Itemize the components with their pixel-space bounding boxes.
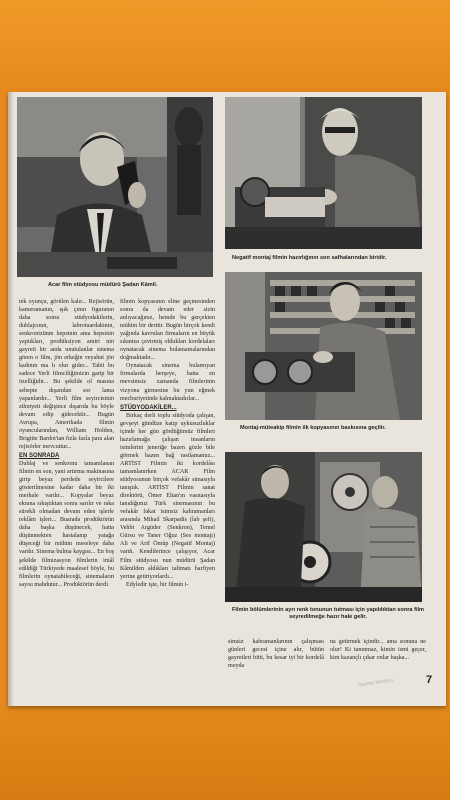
col1-body-paragraph: Dublaj ve senkronu tamamlanan filmin en son, yani artırma makinasına girip beyaz perdede seyircilere gösterilmesine kadar daha bir iki merhale vardır... Kopyalar beyaz ekrana sıkıştıktan sonra sarılır ve raka sürekli olmadan devam eden işlerle reklâm işleri... Buarada prodüktörün daha başka düşünecek, hatta düşünmekten hastalanıp yatağa düşeceği bir mühim meseleye daha vardır. Sinema bulma kaygısı... En boş şekilde filmizasyon filmlerin imâl edildiği Türkiyede maalesef böyle, bu filmlerin oynatabileceği, sinemaların sayısı mahdutur... Prodüktörün derdi (19, 460, 114, 588)
col2-body-paragraph: Birkaç derli toplu stüdyoda çalışan, gevşeyi gündüze katıp uykusuzluklar içinde her gün gördüğümüz filmleri hazırlamağa çalışan insanların isimlerini jeneriğe bazen gözle bile görmek bazen bağ rastlamamız... ARTİST Filmin iki kordelâsı tamamlanırken ACAR Film stüdyosunun birçok vefakâr simasıyla tanıştık. ARTİST Filmin sanat direktörü, Ömer Eltan'ın vasıtasıyla tanıdığımız Türk sinemasının bu vefakâr fakat isimsiz kahramanları arasında Mihail Skarpadis (lab şefi), Vehbi Argüder (Senkron), Temel Gürsu ve Taner Oğuz (Ses montajı) Ali ve Arif Ömüp (Negatif Montaj) vardı. Kendilerince çalışıyor, Acar Film stüdyosu nun müdürü Şadan Kâmilden aldıkları talimatı harfiyen yerine getiriyorlardı... (120, 412, 215, 580)
col2-closing-line: Edyledir işte, bir filmin i- (126, 581, 189, 588)
orange-background-bottom (0, 705, 450, 800)
article-column-1 (19, 298, 114, 589)
photo-film-printing (225, 272, 422, 420)
orange-background-top (0, 0, 450, 90)
library-stamp: Gazete Merkezi (357, 677, 394, 689)
article-column-2 (120, 298, 215, 589)
photo-projector (225, 452, 422, 602)
caption-photo3: Montaj-müteakip filmin ilk kopyasının baskısına geçilir. (240, 425, 386, 431)
article-continuation-right (330, 638, 426, 662)
photo-negative-montage (225, 97, 422, 249)
col2-paragraph: Oynatacak sinema bulamıyan firmalarda herşeye, hatta en mevsimsiz zamanda filmlerinin vizyona girmesine bu yun eğmek mecburiyetinde kalmaktadırlar... (120, 363, 215, 402)
magazine-page (8, 92, 446, 706)
caption-photo4: Filmin bölümlerinin ayrı renk tonunun tutması için yapıldıktan sonra film seyredilmeğe hazır hale gelir. (231, 607, 425, 620)
caption-photo1: Acar film stüdyosu müdürü Şadan Kâmil. (48, 282, 158, 288)
caption-photo2: Negatif montaj filmin hazırlığının son safhalarından biridir. (232, 255, 387, 261)
col2-intro-paragraph: filmin kopyasının eline geçmesinden sonra da devam eder sizin anlıyacağınız, hemde bu gerçekten mühim bir derttir. Bugün birçok kendi yağında kavrulan firmaların en büyük sıkıntısı çevirmiş oldukları kordelaları oynatacak sinema bulamamalarından doğmaktadır... (120, 299, 215, 362)
page-number: 7 (426, 674, 433, 686)
col1-subheading: EN SONRADA (19, 452, 60, 459)
article-continuation-left (228, 638, 324, 670)
page-spine-shadow (8, 92, 14, 706)
col2-subheading: STÜDYODAKİLER... (120, 404, 177, 411)
photo-studio-director (17, 97, 213, 277)
continuation-left-text: simsiz kahramanlarının çalışması günleri gecesi içine alır, bütün gayretleri bitti, bu kesar iyi bir kordelâ meyda (228, 639, 324, 670)
col1-intro-paragraph: tek oyunçu, görülen kalır... Rejisörün, kameramanın, ışık çının figuranın daha sonra stüdyodakilerin, dublajcının, labrotuardakinin, senkronizünm hepsinin ama hepsinin yaptıkları, prodüksiyon amiri nin gayreti bir anda unutulanlar sinema gören o film, jön erkeğin veyahut jön kadının ma lı olur gider... Tabii bu sadece Yerli filmciliğimizin garip bir özelliğidir... Bu şekilde ol masına sebepte dışarıdan sor lama yapanlardır... Yerli film seyircisinin zihniyeti değişince dışarıda bu böyle devam edip gidecektir... Bugün Avrupa, Amerikada filmin oyuncularından, William Holden, Brigitte Bardot'tan fizla fazla para alan rejisörler mevcuttur... (19, 299, 114, 450)
continuation-right-text: na getirmek içindir... ama sonuna ne olur! Ki tanınmaz, kimin ismi geçer, kim kazançlı çıkar onlar başka... (330, 639, 426, 662)
